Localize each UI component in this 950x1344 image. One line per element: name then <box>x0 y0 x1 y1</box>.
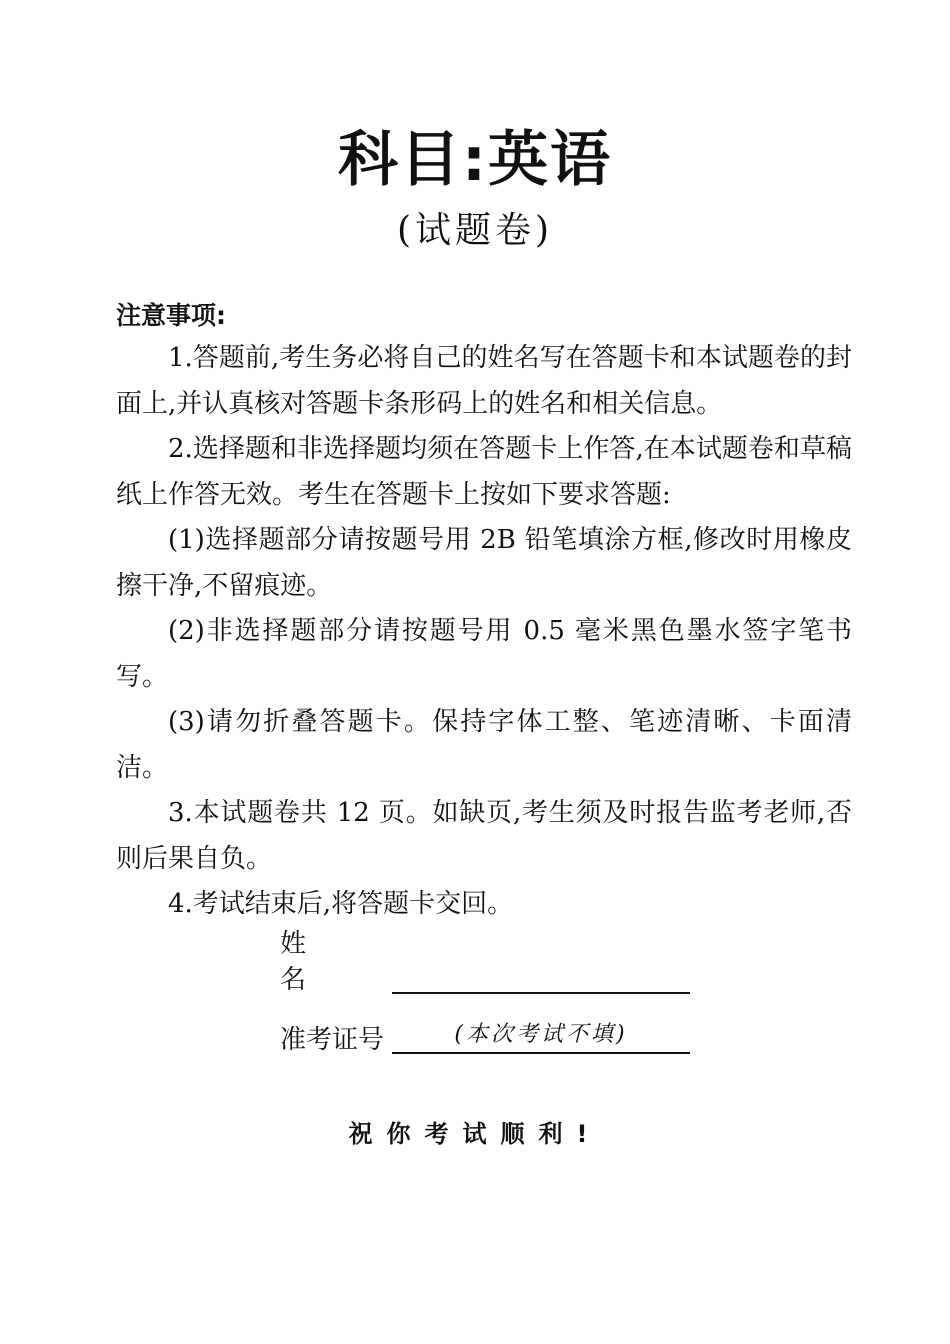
notice-item: 3.本试题卷共 12 页。如缺页,考生须及时报告监考老师,否则后果自负。 <box>116 798 852 874</box>
page-subtitle: (试题卷) <box>396 210 554 251</box>
notice-item: (3)请勿折叠答题卡。保持字体工整、笔迹清晰、卡面清洁。 <box>116 707 852 783</box>
name-field <box>280 926 690 998</box>
page-title: 科目:英语 <box>338 125 612 195</box>
notice-item: (2)非选择题部分请按题号用 0.5 毫米黑色墨水签字笔书写。 <box>116 616 852 692</box>
notice-item: (1)选择题部分请按题号用 2B 铅笔填涂方框,修改时用橡皮擦干净,不留痕迹。 <box>116 525 852 601</box>
exam-id-field <box>280 1020 690 1058</box>
notice-item: 1.答题前,考生务必将自己的姓名写在答题卡和本试题卷的封面上,并认真核对答题卡条形码上的姓名和相关信息。 <box>116 343 852 419</box>
exam-id-label: 准考证号 <box>280 1025 385 1055</box>
notice-item: 2.选择题和非选择题均须在答题卡上作答,在本试题卷和草稿纸上作答无效。考生在答题卡上按如下要求答题: <box>116 434 852 510</box>
name-label: 姓名 <box>280 929 347 995</box>
notice-item: 4.考试结束后,将答题卡交回。 <box>168 889 514 919</box>
name-blank-line[interactable] <box>392 960 690 994</box>
exam-id-blank-line[interactable]: (本次考试不填) <box>392 1020 690 1054</box>
notice-heading: 注意事项: <box>116 301 226 330</box>
good-luck-message: 祝你考试顺利! <box>348 1120 602 1148</box>
notice-list <box>116 336 852 928</box>
